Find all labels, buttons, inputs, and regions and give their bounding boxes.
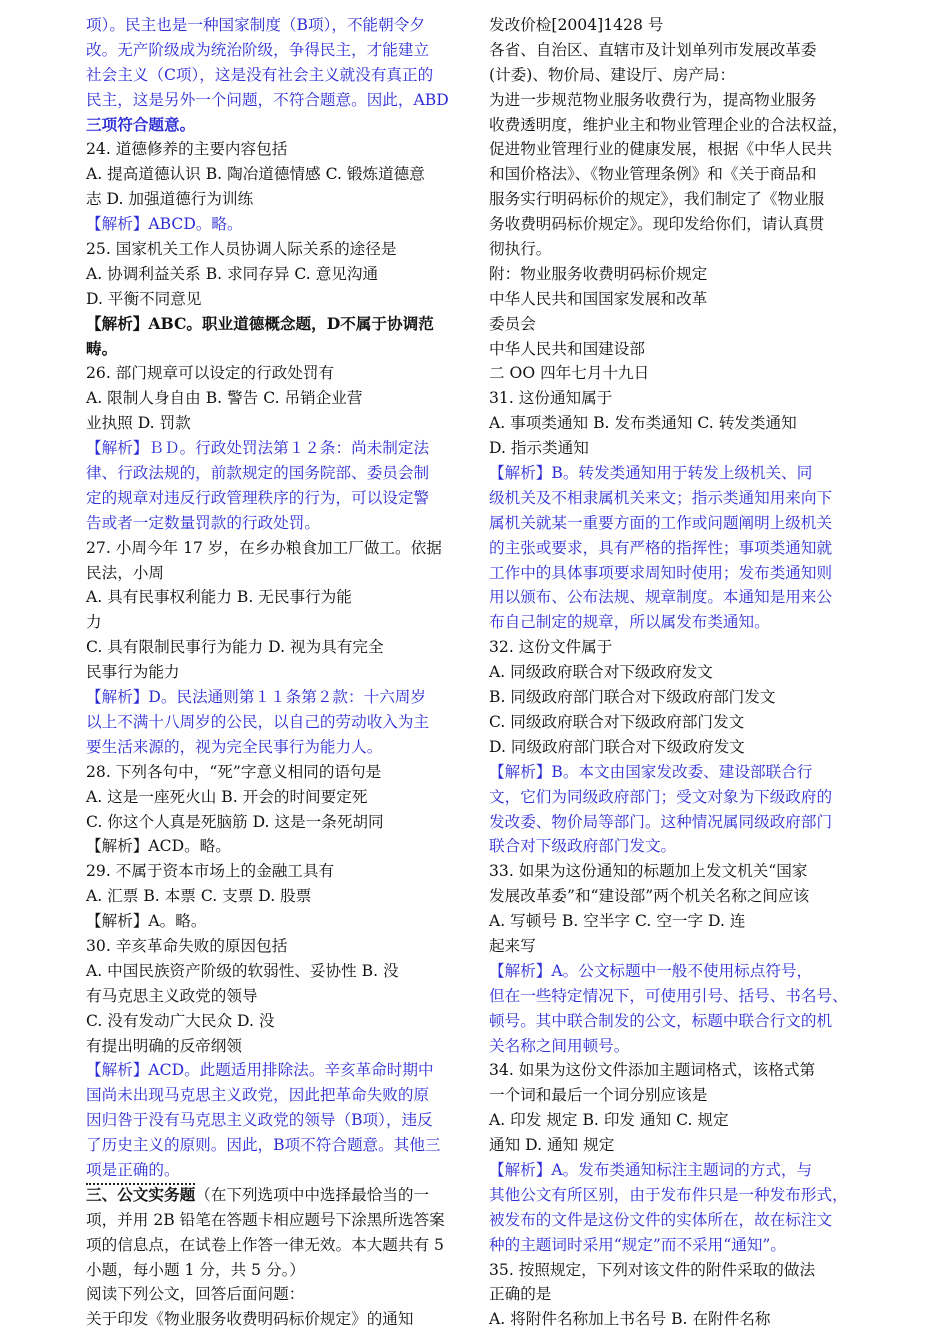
text-line: 彻执行。 <box>489 240 552 259</box>
right-column <box>489 13 873 1332</box>
left-column <box>86 13 474 1332</box>
text-line: 35. 按照规定，下列对该文件的附件采取的做法 <box>489 1260 816 1279</box>
text-line: 业执照 D. 罚款 <box>86 414 191 433</box>
text-line: 中华人民共和国建设部 <box>489 339 645 358</box>
section-heading <box>86 1183 474 1208</box>
text-line: 民主，这是另外一个问题，不符合题意。因此，ABD <box>86 90 449 109</box>
text-line: 其他公文有所区别，由于发布件只是一种发布形式， <box>489 1185 848 1204</box>
text-line: 社会主义（C项），这是没有社会主义就没有真正的 <box>86 65 434 84</box>
text-line: D. 指示类通知 <box>489 439 589 458</box>
text-line: 为进一步规范物业服务收费行为，提高物业服务 <box>489 90 817 109</box>
text-line: 项）。民主也是一种国家制度（B项），不能朝令夕 <box>86 16 425 34</box>
text-line: 一个词和最后一个词分别应该是 <box>489 1086 708 1105</box>
text-line: 力 <box>86 613 102 632</box>
text-line: 31. 这份通知属于 <box>489 389 613 408</box>
text-line: 25. 国家机关工作人员协调人际关系的途径是 <box>86 240 397 259</box>
text-line: 34. 如果为这份文件添加主题词格式，该格式第 <box>489 1061 816 1080</box>
text-line: 了历史主义的原则。因此，B项不符合题意。其他三 <box>86 1136 441 1155</box>
text-line: 27. 小周今年 17 岁，在乡办粮食加工厂做工。依据 <box>86 538 442 557</box>
text-line: 民事行为能力 <box>86 663 180 682</box>
text-line: 【解析】ACD。此题适用排除法。辛亥革命时期中 <box>86 1061 434 1080</box>
text-line: 律、行政法规的，前款规定的国务院部、委员会制 <box>86 464 430 483</box>
text-line: A. 同级政府联合对下级政府发文 <box>489 663 713 682</box>
text-line: 用以颁布、公布法规、规章制度。本通知是用来公 <box>489 588 833 607</box>
text-line: A. 写顿号 B. 空半字 C. 空一字 D. 连 <box>489 912 746 931</box>
text-line: 告或者一定数量罚款的行政处罚。 <box>86 513 320 532</box>
text-line: A. 印发 规定 B. 印发 通知 C. 规定 <box>489 1111 729 1130</box>
text-line: 阅读下列公文，回答后面问题： <box>86 1285 305 1304</box>
text-line: 的主张或要求，具有严格的指挥性；事项类通知就 <box>489 538 833 557</box>
text-line: 联合对下级政府部门发文。 <box>489 837 677 856</box>
text-line: A. 限制人身自由 B. 警告 C. 吊销企业营 <box>86 389 363 408</box>
text-line: 【解析】A。略。 <box>86 912 207 931</box>
text-line: 民法，小周 <box>86 563 164 582</box>
text-line: 【解析】ABCD。略。 <box>86 215 243 234</box>
text-line: 附：物业服务收费明码标价规定 <box>489 264 708 283</box>
text-line: 起来写 <box>489 936 536 955</box>
text-line: 被发布的文件是这份文件的实体所在，故在标注文 <box>489 1210 833 1229</box>
section-title: 三、公文实务题 <box>86 1184 196 1204</box>
text-line: C. 你这个人真是死脑筋 D. 这是一条死胡同 <box>86 812 384 831</box>
text-line: 二 OO 四年七月十九日 <box>489 364 650 383</box>
text-line: 关名称之间用顿号。 <box>489 1036 630 1055</box>
text-line: 务收费明码标价规定》。现印发给你们，请认真贯 <box>489 215 825 234</box>
text-line: B. 同级政府部门联合对下级政府部门发文 <box>489 688 776 707</box>
text-line: 26. 部门规章可以设定的行政处罚有 <box>86 364 335 383</box>
text-line: 国尚未出现马克思主义政党，因此把革命失败的原 <box>86 1086 430 1105</box>
text-line: C. 同级政府联合对下级政府部门发文 <box>489 712 745 731</box>
text-line: 【解析】ABC。职业道德概念题，D不属于协调范 <box>86 313 434 333</box>
text-line: D. 平衡不同意见 <box>86 289 202 308</box>
text-line: 收费透明度，维护业主和物业管理企业的合法权益， <box>489 115 848 134</box>
text-line: A. 这是一座死火山 B. 开会的时间要定死 <box>86 787 368 806</box>
text-line: 通知 D. 通知 规定 <box>489 1136 615 1155</box>
text-line: 【解析】ＢＤ。行政处罚法第１２条：尚未制定法 <box>86 439 430 458</box>
text-line: 服务实行明码标价的规定》，我们制定了《物业服 <box>489 190 825 209</box>
text-line: 有马克思主义政党的领导 <box>86 986 258 1005</box>
text-line: A. 提高道德认识 B. 陶冶道德情感 C. 锻炼道德意 <box>86 165 425 184</box>
text-line: 定的规章对违反行政管理秩序的行为，可以设定警 <box>86 488 430 507</box>
text-line: C. 具有限制民事行为能力 D. 视为具有完全 <box>86 638 384 657</box>
text-line: A. 事项类通知 B. 发布类通知 C. 转发类通知 <box>489 414 797 433</box>
text-line: 文，它们为同级政府部门；受文对象为下级政府的 <box>489 787 833 806</box>
text-line: 发改价检[2004]1428 号 <box>489 16 664 34</box>
text-line: A. 中国民族资产阶级的软弱性、妥协性 B. 没 <box>86 961 399 980</box>
text-line: 促进物业管理行业的健康发展，根据《中华人民共 <box>489 140 833 159</box>
text-line: A. 协调利益关系 B. 求同存异 C. 意见沟通 <box>86 264 379 283</box>
text-line: 关于印发《物业服务收费明码标价规定》的通知 <box>86 1310 414 1329</box>
text-line: 30. 辛亥革命失败的原因包括 <box>86 936 288 955</box>
text-line: 畴。 <box>86 338 118 358</box>
text-line: 志 D. 加强道德行为训练 <box>86 190 254 209</box>
text-line: 正确的是 <box>489 1285 552 1304</box>
text-line: A. 将附件名称加上书名号 B. 在附件名称 <box>489 1310 771 1329</box>
text-line: C. 没有发动广大民众 D. 没 <box>86 1011 275 1030</box>
text-line: 发展改革委”和“建设部”两个机关名称之间应该 <box>489 887 810 906</box>
text-line: 发改委、物价局等部门。这种情况属同级政府部门 <box>489 812 833 831</box>
text-line: 28. 下列各句中，“死”字意义相同的语句是 <box>86 762 382 781</box>
section-instructions: （在下列选项中中选择最恰当的一 <box>195 1185 430 1204</box>
text-line: 29. 不属于资本市场上的金融工具有 <box>86 862 335 881</box>
text-line: 【解析】A。公文标题中一般不使用标点符号， <box>489 961 813 980</box>
text-line: 以上不满十八周岁的公民，以自己的劳动收入为主 <box>86 712 430 731</box>
text-line: 项，并用 2B 铅笔在答题卡相应题号下涂黑所选答案 <box>86 1210 445 1229</box>
text-line: 24. 道德修养的主要内容包括 <box>86 140 288 159</box>
text-line: 和国价格法》、《物业管理条例》和《关于商品和 <box>489 165 817 184</box>
text-line: 布自己制定的规章，所以属发布类通知。 <box>489 613 770 632</box>
text-line: D. 同级政府部门联合对下级政府发文 <box>489 737 745 756</box>
text-line: 【解析】D。民法通则第１１条第２款：十六周岁 <box>86 688 426 707</box>
text-line: 项的信息点，在试卷上作答一律无效。本大题共有 5 <box>86 1235 444 1254</box>
text-line: 因归咎于没有马克思主义政党的领导（B项），违反 <box>86 1111 433 1130</box>
text-line: 小题，每小题 1 分，共 5 分。） <box>86 1260 305 1279</box>
text-line: 工作中的具体事项要求周知时使用；发布类通知则 <box>489 563 833 582</box>
text-line: 三项符合题意。 <box>86 114 196 134</box>
text-line: 32. 这份文件属于 <box>489 638 613 657</box>
text-line: 属机关就某一重要方面的工作或问题阐明上级机关 <box>489 513 833 532</box>
text-line: 【解析】ACD。略。 <box>86 837 231 856</box>
text-line: A. 汇票 B. 本票 C. 支票 D. 股票 <box>86 887 312 906</box>
text-line: (计委)、物价局、建设厅、房产局： <box>489 65 736 84</box>
text-line: 改。无产阶级成为统治阶级，争得民主，才能建立 <box>86 40 430 59</box>
text-line: 种的主题词时采用“规定”而不采用“通知”。 <box>489 1235 786 1254</box>
text-line: 各省、自治区、直辖市及计划单列市发展改革委 <box>489 40 817 59</box>
text-line: 【解析】B。本文由国家发改委、建设部联合行 <box>489 762 813 781</box>
text-line: 但在一些特定情况下，可使用引号、括号、书名号、 <box>489 986 848 1005</box>
text-line: 有提出明确的反帝纲领 <box>86 1036 242 1055</box>
text-line: 级机关及不相隶属机关来文；指示类通知用来向下 <box>489 488 833 507</box>
text-line: 委员会 <box>489 314 536 333</box>
text-line: 要生活来源的，视为完全民事行为能力人。 <box>86 737 383 756</box>
text-line: 【解析】B。转发类通知用于转发上级机关、同 <box>489 464 813 483</box>
text-line: 中华人民共和国国家发展和改革 <box>489 289 708 308</box>
text-line: 33. 如果为这份通知的标题加上发文机关“国家 <box>489 862 808 881</box>
text-line: 顿号。其中联合制发的公文，标题中联合行文的机 <box>489 1011 833 1030</box>
text-line: A. 具有民事权利能力 B. 无民事行为能 <box>86 588 352 607</box>
text-line: 项是正确的。 <box>86 1160 180 1179</box>
text-line: 【解析】A。发布类通知标注主题词的方式，与 <box>489 1160 813 1179</box>
